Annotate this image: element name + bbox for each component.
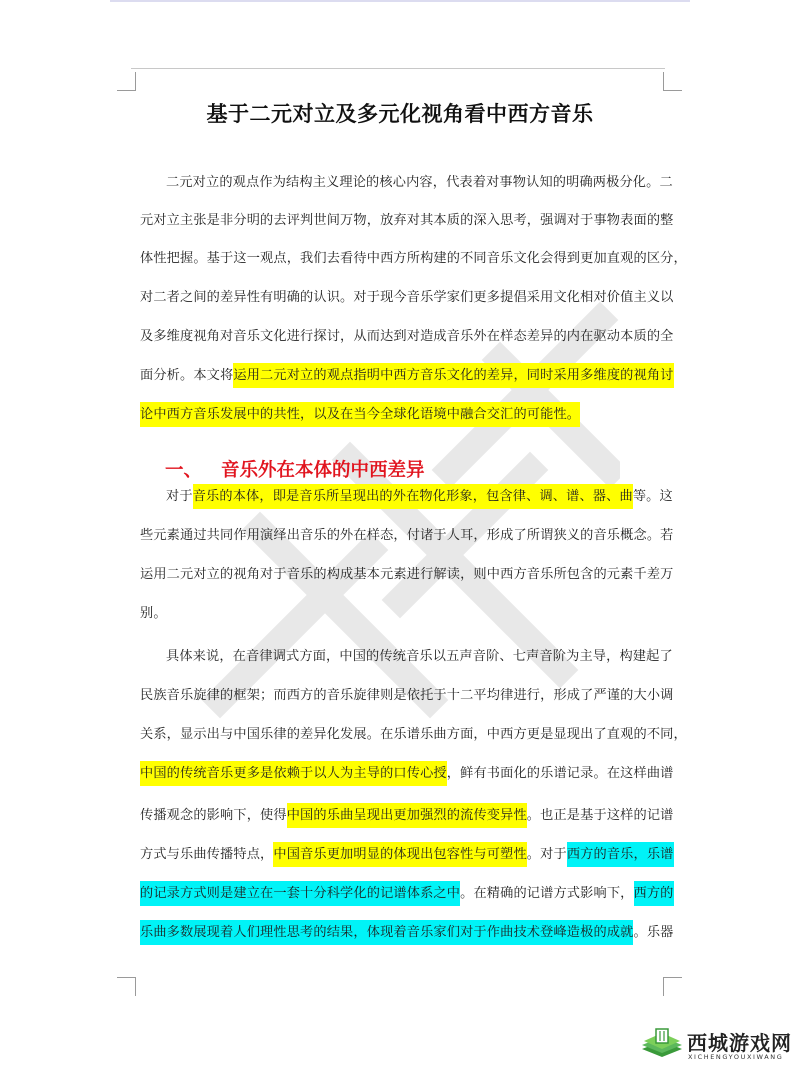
text-line	[140, 526, 674, 546]
text-segment: 民族音乐旋律的框架；而西方的音乐旋律则是依托于十二平均律进行，形成了严谨的大小调	[140, 688, 674, 703]
text-segment: 。也正是基于这样的记谱	[526, 808, 674, 823]
highlighted-text: 中国音乐更加明显的体现出包容性与可塑性	[273, 842, 526, 867]
text-segment: 。对于	[526, 847, 567, 862]
highlighted-text: 中国的乐曲呈现出更加强烈的流传变异性	[287, 803, 527, 828]
highlighted-text: 的记录方式则是建立在一套十分科学化的记谱体系之中	[140, 881, 460, 906]
text-segment: 二元对立的观点作为结构主义理论的核心内容，代表着对事物认知的明确两极分化。二	[166, 175, 673, 190]
text-segment: 别。	[140, 606, 167, 621]
text-line	[140, 806, 674, 826]
text-segment: 。在精确的记谱方式影响下，	[460, 886, 634, 901]
document-title: 基于二元对立及多元化视角看中西方音乐	[206, 102, 594, 126]
highlighted-text: 西方的音乐，乐谱	[567, 842, 674, 867]
highlighted-text: 西方的	[634, 881, 674, 906]
text-segment: 对于	[166, 489, 193, 504]
logo-name: 西城游戏网	[687, 1031, 792, 1055]
text-segment: 方式与乐曲传播特点，	[140, 847, 274, 862]
section-number: 一、	[165, 460, 203, 481]
highlighted-text: 中国的传统音乐更多是依赖于以人为主导的口传心授	[140, 761, 447, 786]
header-margin-line	[131, 68, 665, 69]
text-segment: 对二者之间的差异性有明确的认识。对于现今音乐学家们更多提倡采用文化相对价值主义以	[140, 290, 674, 305]
text-line	[140, 686, 674, 706]
text-segment: 面分析。本文将	[140, 368, 234, 383]
margin-corner-bottom-left	[117, 977, 136, 996]
text-line	[140, 173, 673, 193]
section-heading	[165, 456, 425, 482]
text-line	[140, 565, 674, 585]
text-segment: 些元素通过共同作用演绎出音乐的外在样态，付诸于人耳，形成了所谓狭义的音乐概念。若	[140, 528, 674, 543]
margin-corner-bottom-right	[663, 977, 682, 996]
top-edge-line	[110, 0, 690, 2]
text-segment: 元对立主张是非分明的去评判世间万物，放弃对其本质的深入思考，强调对于事物表面的整	[140, 213, 674, 228]
text-segment: 等。这	[632, 489, 673, 504]
text-line	[140, 764, 674, 784]
highlighted-text: 论中西方音乐发展中的共性，以及在当今全球化语境中融合交汇的可能性。	[140, 402, 580, 427]
text-segment: ，鲜有书面化的乐谱记录。在这样曲谱	[446, 766, 674, 781]
text-line	[140, 249, 687, 269]
text-segment: 具体来说，在音律调式方面，中国的传统音乐以五声音阶、七声音阶为主导，构建起了	[166, 649, 673, 664]
text-line	[140, 211, 674, 231]
text-line	[140, 487, 673, 507]
text-segment: 。乐器	[633, 925, 674, 940]
text-line	[140, 288, 674, 308]
text-line	[140, 327, 674, 347]
text-segment: 关系，显示出与中国乐律的差异化发展。在乐谱乐曲方面，中西方更是显现出了直观的不同，	[140, 727, 687, 742]
text-line	[140, 923, 674, 943]
text-line	[140, 366, 674, 386]
text-line	[140, 725, 687, 745]
text-segment: 传播观念的影响下，使得	[140, 808, 287, 823]
highlighted-text: 乐曲多数展现着人们理性思考的结果，体现着音乐家们对于作曲技术登峰造极的成就	[140, 920, 633, 945]
site-logo	[640, 1025, 800, 1065]
text-segment: 体性把握。基于这一观点，我们去看待中西方所构建的不同音乐文化会得到更加直观的区分，	[140, 251, 687, 266]
text-line	[140, 647, 673, 667]
margin-corner-top-right	[663, 72, 682, 91]
margin-corner-top-left	[117, 72, 136, 91]
highlighted-text: 运用二元对立的观点指明中西方音乐文化的差异，同时采用多维度的视角讨	[233, 363, 673, 388]
text-line	[140, 845, 674, 865]
highlighted-text: 音乐的本体，即是音乐所呈现出的外在物化形象，包含律、调、谱、器、曲	[193, 484, 633, 509]
logo-subtitle: XICHENGYOUXIWANG	[688, 1053, 784, 1061]
text-line	[140, 405, 670, 425]
text-segment: 运用二元对立的视角对于音乐的构成基本元素进行解读，则中西方音乐所包含的元素千差万	[140, 567, 674, 582]
text-segment: 及多维度视角对音乐文化进行探讨，从而达到对造成音乐外在样态差异的内在驱动本质的全	[140, 329, 674, 344]
text-line	[140, 604, 670, 624]
section-title: 音乐外在本体的中西差异	[221, 460, 425, 481]
text-line	[140, 884, 674, 904]
green-stack-logo-icon	[640, 1027, 684, 1063]
